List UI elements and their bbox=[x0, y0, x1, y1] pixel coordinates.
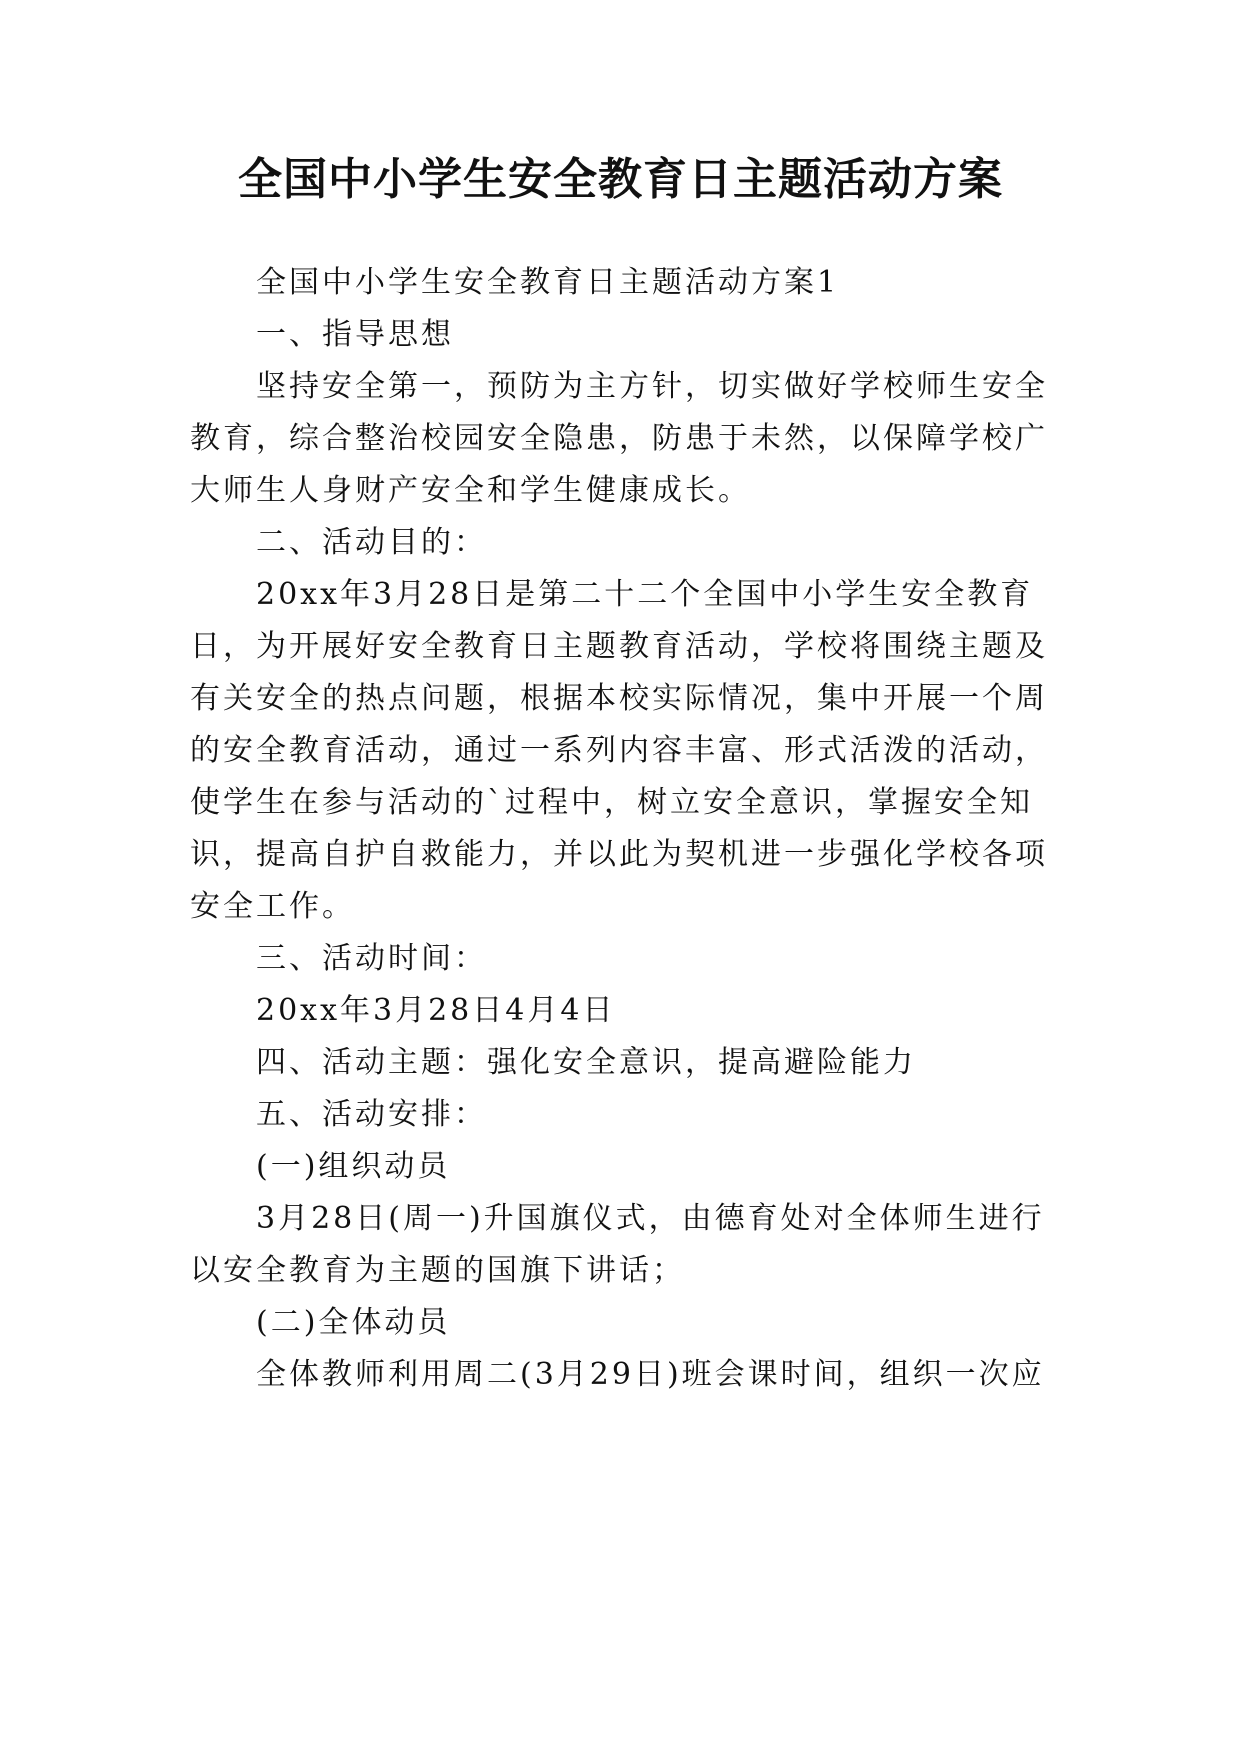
document-title: 全国中小学生安全教育日主题活动方案 bbox=[238, 154, 1003, 205]
paragraph-line: 安全工作。 bbox=[190, 889, 355, 924]
subsection-heading-all-mobilization: (二)全体动员 bbox=[256, 1305, 451, 1340]
paragraph-line: 坚持安全第一，预防为主方针，切实做好学校师生安全 bbox=[256, 369, 1048, 404]
plan-heading: 全国中小学生安全教育日主题活动方案1 bbox=[256, 265, 840, 300]
paragraph-line: 的安全教育活动，通过一系列内容丰富、形式活泼的活动， bbox=[190, 733, 1048, 768]
paragraph-line: 日，为开展好安全教育日主题教育活动，学校将围绕主题及 bbox=[190, 629, 1048, 664]
paragraph-line: 识，提高自护自救能力，并以此为契机进一步强化学校各项 bbox=[190, 837, 1048, 872]
paragraph-line: 以安全教育为主题的国旗下讲话； bbox=[190, 1253, 685, 1288]
section-heading-theme: 四、活动主题：强化安全意识，提高避险能力 bbox=[256, 1045, 916, 1080]
section-heading-guiding-ideology: 一、指导思想 bbox=[256, 317, 454, 352]
section-heading-arrangement: 五、活动安排： bbox=[256, 1097, 487, 1132]
paragraph-line: 全体教师利用周二(3月29日)班会课时间，组织一次应 bbox=[256, 1357, 1045, 1392]
paragraph-line: 3月28日(周一)升国旗仪式，由德育处对全体师生进行 bbox=[256, 1201, 1045, 1236]
section-heading-time: 三、活动时间： bbox=[256, 941, 487, 976]
paragraph-line: 有关安全的热点问题，根据本校实际情况，集中开展一个周 bbox=[190, 681, 1048, 716]
paragraph-line: 教育，综合整治校园安全隐患，防患于未然，以保障学校广 bbox=[190, 421, 1048, 456]
paragraph-line: 大师生人身财产安全和学生健康成长。 bbox=[190, 473, 751, 508]
section-heading-purpose: 二、活动目的： bbox=[256, 525, 487, 560]
paragraph-line: 20xx年3月28日4月4日 bbox=[256, 993, 616, 1028]
paragraph-line: 使学生在参与活动的`过程中，树立安全意识，掌握安全知 bbox=[190, 785, 1033, 820]
subsection-heading-mobilization: (一)组织动员 bbox=[256, 1149, 451, 1184]
paragraph-line: 20xx年3月28日是第二十二个全国中小学生安全教育 bbox=[256, 577, 1034, 612]
